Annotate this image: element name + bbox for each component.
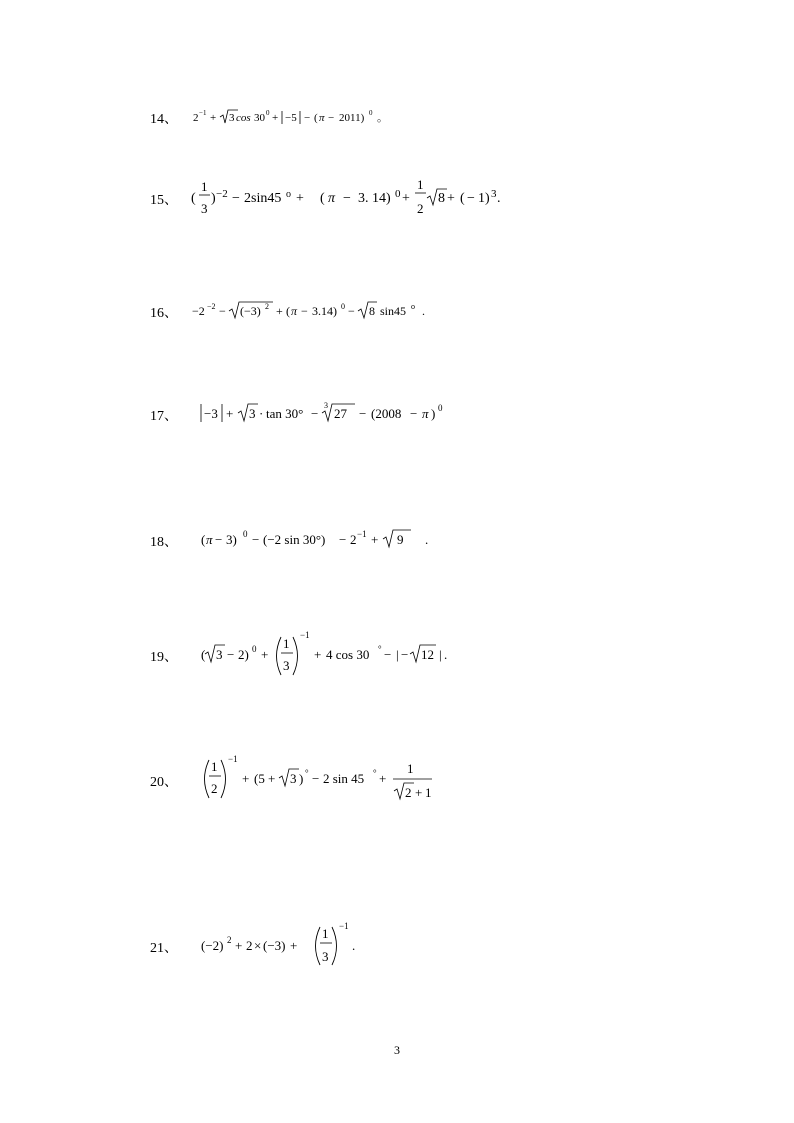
svg-text:): ) <box>431 406 436 421</box>
svg-text:3: 3 <box>324 401 328 410</box>
svg-text:(5: (5 <box>254 771 265 786</box>
svg-text:−: − <box>219 304 226 318</box>
svg-text:3: 3 <box>491 188 497 200</box>
svg-text:+: + <box>242 771 250 786</box>
svg-text:(−2): (−2) <box>201 938 224 953</box>
svg-text:−: − <box>410 406 418 421</box>
problem-number: 19、 <box>150 650 178 665</box>
svg-text:8: 8 <box>438 191 445 206</box>
svg-text:2: 2 <box>211 781 218 796</box>
svg-text:(: ( <box>320 191 325 206</box>
svg-text:2: 2 <box>193 112 199 124</box>
svg-text:tan 30°: tan 30° <box>266 406 304 421</box>
svg-text:30: 30 <box>254 112 265 124</box>
svg-text:+: + <box>415 785 423 800</box>
svg-text:+: + <box>272 112 279 124</box>
page-number: 3 <box>394 1043 400 1057</box>
svg-text:0: 0 <box>252 644 257 654</box>
svg-text:−5: −5 <box>285 112 297 124</box>
svg-text:+: + <box>314 647 322 662</box>
svg-text:×: × <box>254 938 262 953</box>
svg-text:): ) <box>299 771 304 786</box>
svg-text:12: 12 <box>421 647 434 662</box>
svg-text:(: ( <box>460 191 465 206</box>
svg-text:−: − <box>301 304 308 318</box>
svg-text:+: + <box>268 771 276 786</box>
svg-text:+: + <box>402 191 410 206</box>
svg-text:−3: −3 <box>204 406 218 421</box>
svg-text:+: + <box>226 406 234 421</box>
svg-text:2: 2 <box>350 532 357 547</box>
problem-number: 21、 <box>150 941 178 956</box>
svg-text:−: − <box>311 406 319 421</box>
svg-text:−: − <box>384 647 392 662</box>
svg-text:。: 。 <box>377 112 388 124</box>
svg-text:°: ° <box>378 644 382 654</box>
svg-text:+: + <box>379 771 387 786</box>
svg-text:(: ( <box>201 647 206 662</box>
svg-text:+: + <box>210 112 217 124</box>
svg-text:0: 0 <box>438 403 443 413</box>
svg-text:−2: −2 <box>207 302 216 311</box>
svg-text:3: 3 <box>229 112 235 124</box>
svg-text:cos: cos <box>236 112 251 124</box>
problem-number: 17、 <box>150 409 178 424</box>
problem-number: 16、 <box>150 306 178 321</box>
svg-text:1: 1 <box>283 636 290 651</box>
svg-text:+: + <box>296 191 304 206</box>
svg-text:2sin45: 2sin45 <box>244 191 282 206</box>
svg-text:1: 1 <box>425 785 432 800</box>
svg-text:2: 2 <box>246 938 253 953</box>
svg-text:1: 1 <box>407 761 414 776</box>
svg-text:(2008: (2008 <box>371 406 402 421</box>
svg-text:°: ° <box>305 768 309 778</box>
svg-text:0: 0 <box>395 188 401 200</box>
svg-text:−: − <box>339 532 347 547</box>
svg-text:−: − <box>312 771 320 786</box>
svg-text:2011): 2011) <box>339 112 365 124</box>
svg-text:−: − <box>343 191 351 206</box>
svg-text:+: + <box>371 532 379 547</box>
svg-text:.: . <box>425 532 429 547</box>
svg-text:1): 1) <box>478 191 490 206</box>
svg-text:+: + <box>235 938 243 953</box>
svg-text:+: + <box>276 304 283 318</box>
svg-text:2: 2 <box>227 935 232 945</box>
svg-text:(−3): (−3) <box>263 938 286 953</box>
svg-text:−: − <box>359 406 367 421</box>
svg-text:−: − <box>252 532 260 547</box>
svg-text:1: 1 <box>211 759 218 774</box>
svg-text:3.14): 3.14) <box>312 304 337 318</box>
svg-text:3. 14): 3. 14) <box>358 191 391 206</box>
problem-number: 14、 <box>150 112 178 127</box>
svg-text:−1: −1 <box>357 529 367 539</box>
svg-text:π: π <box>206 532 213 547</box>
svg-text:8: 8 <box>369 304 375 318</box>
svg-text:−: − <box>227 647 235 662</box>
svg-text:.: . <box>444 647 448 662</box>
svg-text:3: 3 <box>201 201 208 216</box>
svg-text:−1: −1 <box>199 109 207 117</box>
svg-text:o: o <box>286 189 291 200</box>
svg-text:+: + <box>290 938 298 953</box>
svg-text:0: 0 <box>266 109 270 117</box>
svg-text:2 sin 45: 2 sin 45 <box>323 771 365 786</box>
svg-text:π: π <box>422 406 429 421</box>
svg-text:−: − <box>467 191 475 206</box>
svg-text:2): 2) <box>238 647 249 662</box>
svg-text:2: 2 <box>265 302 269 311</box>
svg-text:−: − <box>348 304 355 318</box>
svg-text:sin45: sin45 <box>380 304 407 318</box>
svg-text:π: π <box>291 304 298 318</box>
svg-text:0: 0 <box>243 529 248 539</box>
svg-text:4 cos 30: 4 cos 30 <box>326 647 370 662</box>
svg-text:9: 9 <box>397 532 404 547</box>
svg-text:0: 0 <box>341 302 345 311</box>
svg-text:3: 3 <box>283 658 290 673</box>
svg-text:−: − <box>215 532 223 547</box>
svg-text:π: π <box>328 191 336 206</box>
svg-text:|: | <box>439 647 442 662</box>
svg-text:(−2 sin 30°): (−2 sin 30°) <box>263 532 326 547</box>
svg-text:−1: −1 <box>228 754 238 764</box>
svg-text:+: + <box>447 191 455 206</box>
svg-text:−2: −2 <box>192 304 205 318</box>
svg-text:°: ° <box>373 768 377 778</box>
svg-text:.: . <box>352 938 356 953</box>
svg-text:−: − <box>304 112 311 124</box>
svg-text:3: 3 <box>216 647 223 662</box>
svg-text:(: ( <box>191 191 196 206</box>
svg-text:−2: −2 <box>216 188 228 200</box>
svg-text:−: − <box>401 647 409 662</box>
svg-text:+: + <box>261 647 269 662</box>
svg-text:−: − <box>328 112 335 124</box>
svg-text:π: π <box>319 112 325 124</box>
svg-text:−1: −1 <box>300 630 310 640</box>
svg-text:3): 3) <box>226 532 237 547</box>
svg-text:0: 0 <box>369 109 373 117</box>
svg-text:(: ( <box>201 532 206 547</box>
problem-number: 20、 <box>150 775 178 790</box>
problem-number: 18、 <box>150 535 178 550</box>
svg-text:1: 1 <box>201 179 208 194</box>
svg-text:(: ( <box>314 112 318 124</box>
svg-text:.: . <box>497 191 501 206</box>
svg-text:|: | <box>396 647 399 662</box>
svg-text:(: ( <box>286 304 290 318</box>
svg-text:3: 3 <box>290 771 297 786</box>
svg-text:): ) <box>211 191 216 206</box>
svg-text:27: 27 <box>334 406 347 421</box>
svg-text:2: 2 <box>405 785 412 800</box>
svg-text:3: 3 <box>249 406 256 421</box>
svg-text:2: 2 <box>417 201 424 216</box>
svg-text:(−3): (−3) <box>240 304 261 318</box>
problem-number: 15、 <box>150 193 178 208</box>
svg-text:−: − <box>232 191 240 206</box>
svg-text:o: o <box>411 302 415 311</box>
svg-text:3: 3 <box>322 949 329 964</box>
svg-text:−1: −1 <box>339 921 349 931</box>
svg-text:·: · <box>259 406 264 421</box>
svg-text:1: 1 <box>417 177 424 192</box>
svg-text:1: 1 <box>322 926 329 941</box>
svg-text:.: . <box>422 304 425 318</box>
